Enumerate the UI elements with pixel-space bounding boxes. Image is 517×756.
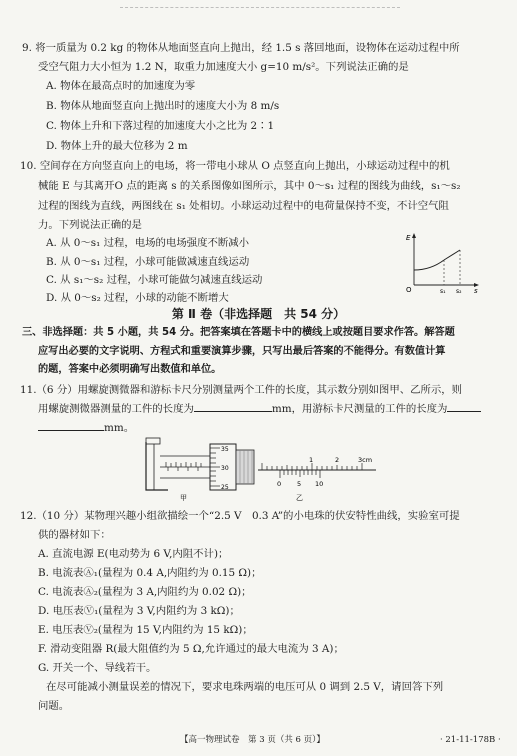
q11-line-2	[38, 402, 481, 415]
graph-s1-label: s₁	[440, 288, 446, 294]
section-2-heading: 第 Ⅱ 卷（非选择题 共 54 分）	[171, 307, 346, 321]
page-top-edge	[120, 2, 400, 8]
caliper-main-3cm: 3cm	[358, 456, 373, 464]
q11-text-caliper: mm，用游标卡尺测量的工件的长度为	[271, 403, 448, 415]
q10-option-b: B. 从 0～s₁ 过程，小球可能做减速直线运动	[46, 256, 250, 268]
footer-page-info: 【高一物理试卷 第 3 页（共 6 页）】	[180, 735, 325, 745]
q11-text-micrometer: 用螺旋测微器测量的工件的长度为	[38, 403, 194, 415]
section-2-instructions-1: 三、非选择题：共 5 小题，共 54 分。把答案填在答题卡中的横线上或按题目要求作答。解答题	[22, 327, 455, 338]
answer-blank-caliper-b[interactable]	[38, 421, 104, 431]
caliper-vernier-10: 10	[315, 480, 324, 488]
graph-y-label: E	[406, 234, 411, 242]
q10-option-a: A. 从 0～s₁ 过程，电场的电场强度不断减小	[46, 237, 250, 249]
q12-item-c: C. 电流表Ⓐ₂(量程为 3 A,内阻约为 0.02 Ω)；	[38, 586, 252, 598]
q9-option-c: C. 物体上升和下落过程的加速度大小之比为 2∶1	[46, 120, 275, 132]
q10-line-1: 10. 空间存在方向竖直向上的电场，将一带电小球从 O 点竖直向上抛出，小球运动过程中的机	[20, 160, 450, 172]
q11-unit: mm。	[104, 422, 135, 434]
section-2-instructions-2: 应写出必要的文字说明、方程式和重要演算步骤，只写出最后答案的不能得分。有数值计算	[38, 346, 446, 357]
q10-line-4: 力。下列说法正确的是	[38, 219, 142, 231]
q9-line-1: 9. 将一质量为 0.2 kg 的物体从地面竖直向上抛出，经 1.5 s 落回地面，设物体在运动过程中所	[22, 42, 460, 54]
q10-line-2: 械能 E 与其离开O 点的距离 s 的关系图像如图所示，其中 0～s₁ 过程的图线为曲线，s₁～s₂	[38, 180, 461, 192]
micrometer-tick-30: 30	[221, 465, 229, 472]
vernier-caliper-figure	[252, 456, 382, 504]
q12-line-2: 供的器材如下：	[38, 529, 111, 541]
q12-item-d: D. 电压表Ⓥ₁(量程为 3 V,内阻约为 3 kΩ)；	[38, 605, 240, 617]
graph-x-axis-label: s	[474, 287, 478, 294]
q12-item-a: A. 直流电源 E(电动势为 6 V,内阻不计)；	[38, 548, 229, 560]
footer-code: · 21-11-178B ·	[440, 735, 501, 745]
figure-label-jia: 甲	[180, 494, 187, 502]
caliper-vernier-5: 5	[297, 480, 302, 488]
q12-item-b: B. 电流表Ⓐ₁(量程为 0.4 A,内阻约为 0.15 Ω)；	[38, 567, 262, 579]
answer-blank-caliper-a[interactable]	[447, 402, 481, 412]
figure-label-yi: 乙	[296, 494, 303, 502]
q10-option-d: D. 从 0～s₂ 过程，小球的动能不断增大	[46, 292, 229, 304]
caliper-main-1: 1	[309, 456, 314, 464]
micrometer-tick-25: 25	[221, 484, 229, 491]
q11-line-1: 11.（6 分）用螺旋测微器和游标卡尺分别测量两个工件的长度，其示数分别如图甲、乙所示，则	[20, 384, 463, 396]
q10-option-c: C. 从 s₁～s₂ 过程，小球可能做匀减速直线运动	[46, 274, 263, 286]
q12-item-e: E. 电压表Ⓥ₂(量程为 15 V,内阻约为 15 kΩ)；	[38, 624, 253, 636]
answer-blank-micrometer[interactable]	[194, 402, 272, 412]
q12-line-1: 12.（10 分）某物理兴趣小组欲描绘一个“2.5 V 0.3 A”的小电珠的伏安特性曲线，实验室可提	[20, 510, 460, 522]
q9-option-b: B. 物体从地面竖直向上抛出时的速度大小为 8 m/s	[46, 100, 280, 112]
q9-option-d: D. 物体上升的最大位移为 2 m	[46, 140, 188, 152]
caliper-vernier-0: 0	[277, 480, 282, 488]
micrometer-tick-35: 35	[221, 446, 229, 453]
q12-last-line-2: 问题。	[38, 700, 70, 712]
caliper-main-2: 2	[335, 456, 340, 464]
graph-s2-label: s₂	[456, 288, 462, 294]
section-2-instructions-3: 的题，答案中必须明确写出数值和单位。	[38, 364, 222, 375]
q11-line-3	[38, 421, 134, 434]
q12-item-f: F. 滑动变阻器 R(最大阻值约为 5 Ω,允许通过的最大电流为 3 A)；	[38, 643, 344, 655]
q12-last-line-1: 在尽可能减小测量误差的情况下，要求电珠两端的电压可从 0 调到 2.5 V，请回答下列	[46, 681, 444, 693]
q9-line-2: 受空气阻力大小恒为 1.2 N，取重力加速度大小 g=10 m/s²。下列说法正确的是	[38, 61, 409, 73]
q9-option-a: A. 物体在最高点时的加速度为零	[46, 80, 196, 92]
graph-origin-label: O	[406, 286, 412, 294]
q12-item-g: G. 开关一个、导线若干。	[38, 662, 157, 674]
energy-distance-graph	[402, 230, 482, 294]
q10-line-3: 过程的图线为直线，两图线在 s₁ 处相切。小球运动过程中的电荷量保持不变，不计空气阻	[38, 200, 449, 212]
micrometer-figure	[140, 436, 260, 502]
